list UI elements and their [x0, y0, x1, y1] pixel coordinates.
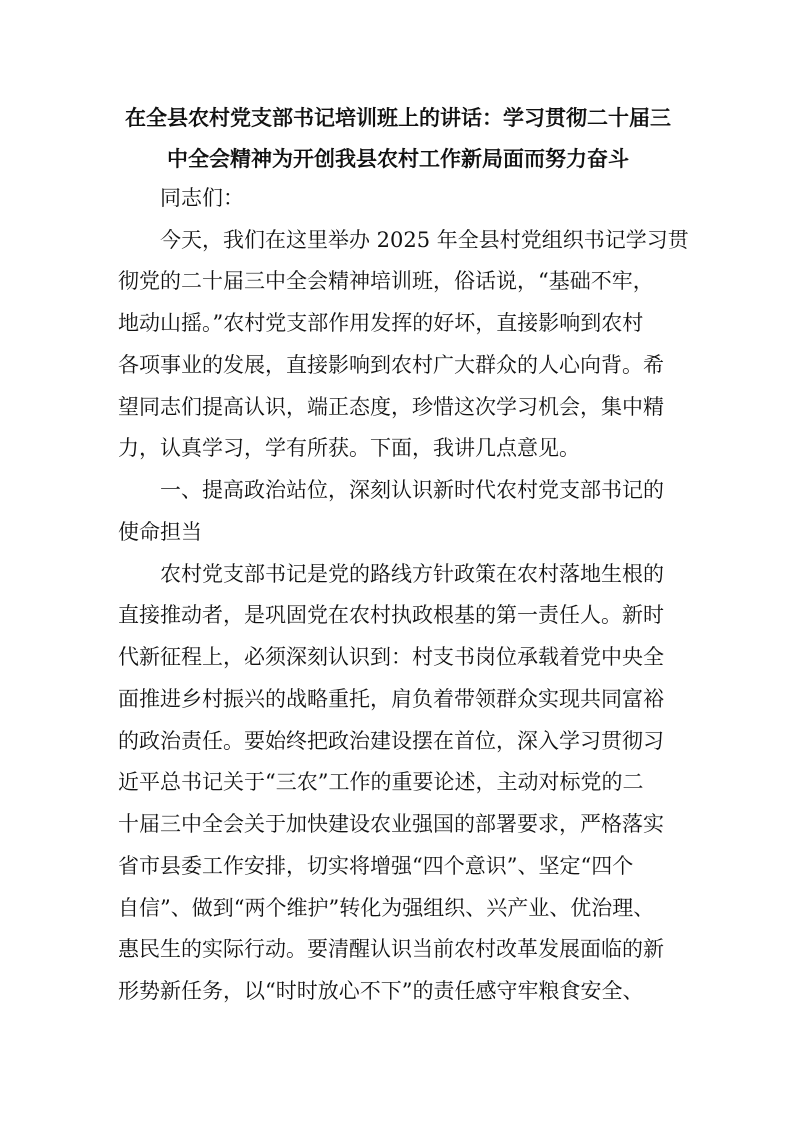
paragraph-1-line-1: 今天，我们在这里举办 2025 年全县村党组织书记学习贯	[160, 228, 689, 252]
section-heading-line-1: 一、提高政治站位，深刻认识新时代农村党支部书记的	[160, 478, 664, 502]
paragraph-1-line-6: 力，认真学习，学有所获。下面，我讲几点意见。	[118, 436, 580, 460]
paragraph-1-line-4: 各项事业的发展，直接影响到农村广大群众的人心向背。希	[118, 353, 664, 377]
document-title-line-1: 在全县农村党支部书记培训班上的讲话：学习贯彻二十届三	[125, 105, 671, 130]
paragraph-2-line-1: 农村党支部书记是党的路线方针政策在农村落地生根的	[160, 562, 664, 586]
paragraph-2-line-5: 的政治责任。要始终把政治建设摆在首位，深入学习贯彻习	[118, 729, 664, 753]
paragraph-2-line-8: 省市县委工作安排，切实将增强“四个意识”、坚定“四个	[118, 854, 634, 878]
salutation: 同志们：	[160, 186, 244, 210]
paragraph-2-line-9: 自信”、做到“两个维护”转化为强组织、兴产业、优治理、	[118, 896, 655, 920]
paragraph-2-line-4: 面推进乡村振兴的战略重托，肩负着带领群众实现共同富裕	[118, 687, 664, 711]
paragraph-2-line-3: 代新征程上，必须深刻认识到：村支书岗位承载着党中央全	[118, 645, 664, 669]
paragraph-1-line-5: 望同志们提高认识，端正态度，珍惜这次学习机会，集中精	[118, 395, 664, 419]
paragraph-2-line-2: 直接推动者，是巩固党在农村执政根基的第一责任人。新时	[118, 603, 664, 627]
paragraph-1-line-3: 地动山摇。”农村党支部作用发挥的好坏，直接影响到农村	[118, 311, 644, 335]
paragraph-1-line-2: 彻党的二十届三中全会精神培训班，俗话说，“基础不牢，	[118, 269, 654, 293]
document-title-line-2: 中全会精神为开创我县农村工作新局面而努力奋斗	[167, 146, 629, 171]
paragraph-2-line-11: 形势新任务，以“时时放心不下”的责任感守牢粮食安全、	[118, 979, 644, 1003]
paragraph-2-line-10: 惠民生的实际行动。要清醒认识当前农村改革发展面临的新	[118, 937, 664, 961]
paragraph-2-line-7: 十届三中全会关于加快建设农业强国的部署要求，严格落实	[118, 812, 664, 836]
section-heading-line-2: 使命担当	[118, 520, 202, 544]
paragraph-2-line-6: 近平总书记关于“三农”工作的重要论述，主动对标党的二	[118, 770, 644, 794]
